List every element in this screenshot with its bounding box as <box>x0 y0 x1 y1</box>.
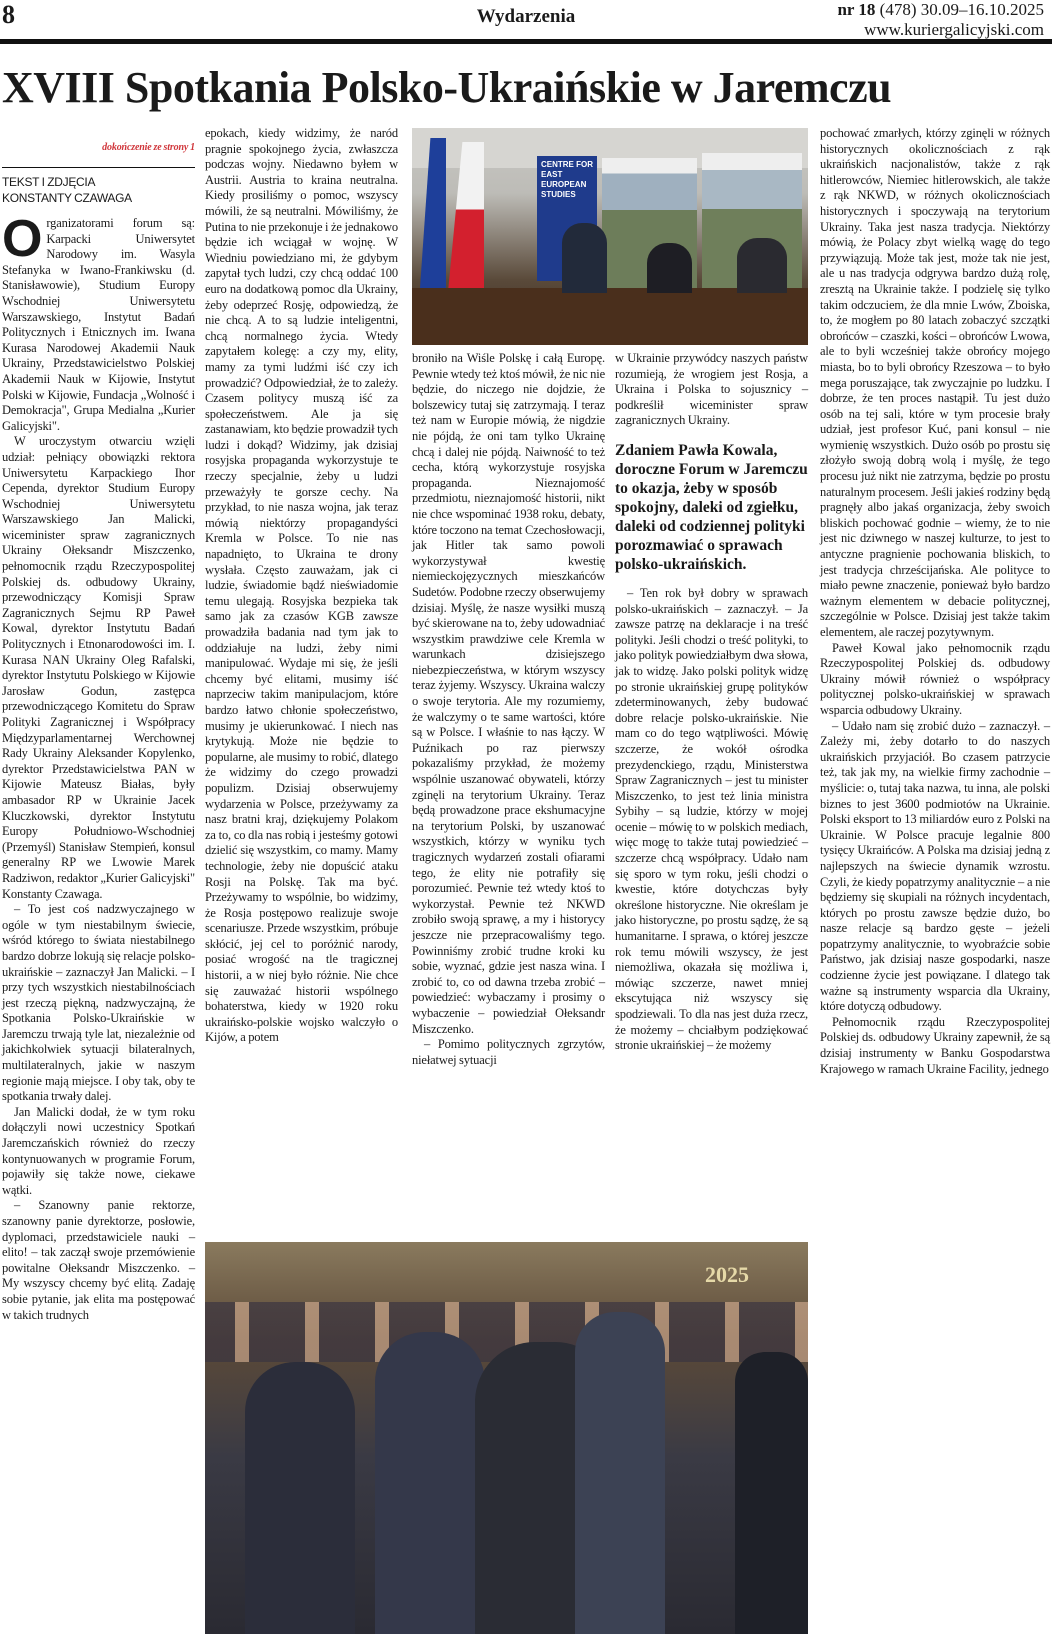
byline <box>2 174 195 206</box>
issue-info <box>837 0 1044 40</box>
attendee <box>575 1312 665 1634</box>
speaker <box>647 243 692 293</box>
issue-number: nr 18 <box>837 0 876 19</box>
byline-rule <box>2 167 195 168</box>
paragraph: – Szanowny panie rektorze, szanowny panie dyrektorze, posłowie, dyplomaci, przedstawiciele nauki – elito! – tak zaczął swoje przemówienie powitalne Ołeksandr Miszczenko. – My wszyscy chcemy być elitą. Zadaję sobie pytanie, jak elita ma postępować w takich trudnych <box>2 1198 195 1322</box>
issue-dates: (478) 30.09–16.10.2025 <box>879 0 1044 19</box>
speaker <box>562 223 607 293</box>
section-name: Wydarzenia <box>476 6 576 27</box>
paragraph: Paweł Kowal jako pełnomocnik rządu Rzeczypospolitej Polskiej ds. odbudowy Ukrainy mówił również o współpracy politycznej polsko-ukraińskiej w sprawach wsparcia odbudowy Ukrainy. <box>820 640 1050 717</box>
paragraph: Jan Malicki dodał, że w tym roku dołączyli nowi uczestnicy Spotkań Jaremczańskich również do rzeczy kontynuowanych w programie Forum, pojawiły się także nowe, ciekawe wątki. <box>2 1104 195 1197</box>
column-2 <box>205 126 398 1046</box>
speaker <box>737 238 787 293</box>
attendee <box>245 1362 355 1634</box>
attendee <box>735 1352 808 1634</box>
header-rule <box>0 39 1052 44</box>
column-1 <box>2 130 195 1323</box>
continued-note: dokończenie ze strony 1 <box>102 142 195 153</box>
byline-credit: TEKST I ZDJĘCIA <box>2 175 96 189</box>
column-3 <box>412 351 605 1068</box>
panel-table <box>412 288 808 345</box>
paragraph: w Ukrainie przywódcy naszych państw rozumieją, że wrogiem jest Rosja, a Ukraina i Polska to sojusznicy – podkreślił wiceminister spraw zagranicznych Ukrainy. <box>615 351 808 428</box>
website-link[interactable]: www.kuriergalicyjski.com <box>864 20 1044 39</box>
paragraph-text: rganizatorami forum są: Karpacki Uniwersytet Narodowy im. Wasyla Stefanyka w Iwano-Frankiwsku (d. Stanisławowie), Studium Europy Wschodniej Uniwersytetu Warszawskiego, Instytut Badań Politycznych i Etnicznych im. Iwana Kurasa Narodowej Akademii Nauk Ukrainy, Przedstawicielstwo Polskiej Akademii Nauk w Kijowie, Instytut Polski w Kijowie, Fundacja „Wolność i Demokracja", Grupa Medialna „Kurier Galicyjski". <box>2 216 195 433</box>
byline-author: KONSTANTY CZAWAGA <box>2 191 132 205</box>
wall-sign: 2025 <box>705 1262 749 1287</box>
column-4 <box>615 351 808 1054</box>
paragraph: Pełnomocnik rządu Rzeczypospolitej Polskiej ds. odbudowy Ukrainy zapewnił, że są dzisiaj instrumenty w Banku Gospodarstwa Krajowego w ramach Ukraine Facility, jednego <box>820 1014 1050 1076</box>
photo-audience <box>205 1242 808 1634</box>
pull-quote: Zdaniem Pawła Kowala, doroczne Forum w Jaremczu to okazja, żeby w sposób spokojny, daleki od zgiełku, daleki od codziennej polityki porozmawiać o sprawach polsko-ukraińskich. <box>615 441 808 573</box>
attendee <box>375 1332 485 1634</box>
paragraph: W uroczystym otwarciu wzięli udział: pełniący obowiązki rektora Uniwersytetu Karpackiego Ihor Cependa, dyrektor Studium Europy Wschodniej Uniwersytetu Warszawskiego Jan Malicki, wiceminister spraw zagranicznych Ukrainy Ołeksandr Miszczenko, pełnomocnik rządu Rzeczypospolitej Polskiej ds. odbudowy Ukrainy, przewodniczący Komisji Spraw Zagranicznych Sejmu RP Paweł Kowal, dyrektor Instytutu Badań Politycznych i Etnonarodowości im. I. Kurasa NAN Ukrainy Oleg Rafalski, dyrektor Instytutu Polskiego w Kijowie Jarosław Godun, zastępca przewodniczącego Komitetu do Spraw Polityki Zagranicznej i Współpracy Międzyparlamentarnej Werchownej Rady Ukrainy Aleksander Kopylenko, dyrektor Przedstawicielstwa PAN w Kijowie Mateusz Białas, były ambasador RP w Ukrainie Jacek Kluczkowski, dyrektor Instytutu Europy Południowo-Wschodniej (Przemyśl) Stanisław Stempień, konsul generalny RP we Lwowie Marek Radziwon, redaktor „Kurier Galicyjski" Konstanty Czawaga. <box>2 434 195 901</box>
paragraph: – Ten rok był dobry w sprawach polsko-ukraińskich – zaznaczył. – Ja zawsze patrzę na deklaracje i na treść polityki. Jeśli chodzi o treść polityki, to jako polityk powiedziałbym dwa słowa, jak to widzę. Jako polski polityk widzę po stronie ukraińskiej grupę polityków zdeterminowanych, żeby budować dobre relacje polsko-ukraińskie. Nie mam co do tego wątpliwości. Mówię szczerze, że wokół ośrodka prezydenckiego, rządu, Ministerstwa Spraw Zagranicznych – jest tu minister Miszczenko, to jest też linia ministra Sybihy – są ludzie, którzy w mojej ocenie – mówię to w polskich mediach, więc mogę to także tutaj powiedzieć – szczerze chcą współpracy. Udało nam się sporo w tym roku, jeśli chodzi o kwestie, które dotychczas były określone historyczne. Nie określam je jako historyczne, po prostu sądzę, że są humanitarne. I sprawa, o której jeszcze rok temu mówili wszyscy, że jest niemożliwa, okazała się możliwa i, mówiąc szczerze, nawet mniej ekscytująca niż wszyscy się spodziewali. To dla nas jest duża rzecz, że możemy – chciałbym podziękować stronie ukraińskiej – że możemy <box>615 585 808 1053</box>
column-5 <box>820 126 1050 1077</box>
photo-panel-discussion <box>412 128 808 345</box>
page-number: 8 <box>2 0 15 29</box>
paragraph: – Pomimo politycznych zgrzytów, niełatwej sytuacji <box>412 1037 605 1067</box>
paragraph: – Udało nam się zrobić dużo – zaznaczył. – Zależy mi, żeby dotarło to do naszych ukraińskich przyjaciół. Bo czasem patrzycie też, tak jak my, na wielkie firmy zachodnie – myślicie: o, tutaj taka nazwa, tu inna, ale polski biznes to jest 3600 podmiotów na Ukrainie. Polski eksport to 13 miliardów euro z Polski na Ukrainie. W Polsce pracuje legalnie 800 tysięcy Ukraińców. A Polska ma dzisiaj jedną z najlepszych na świecie dynamik wzrostu. Czyli, że kiedy popatrzymy analitycznie – a nie będziemy się skupiali na różnych incydentach, których po prostu zawsze będzie dużo, bo nasze relacje są bardzo gęste – jeżeli popatrzymy analitycznie, to wyobraźcie sobie Państwo, jak dzisiaj nasze gospodarki, nasze codzienne życie jest powiązane. I dlatego tak ważne są instrumenty wsparcia dla Ukrainy, które dotyczą odbudowy. <box>820 718 1050 1014</box>
paragraph <box>2 210 195 434</box>
drop-cap: O <box>2 210 43 268</box>
banner-blue: CENTRE FOR EAST EUROPEAN STUDIES <box>537 156 597 281</box>
paragraph: broniło na Wiśle Polskę i całą Europę. Pewnie wtedy też ktoś mówił, że nic nie będzie, do niczego nie dojdzie, że bolszewicy tutaj się zatrzymają. I teraz też nam w Europie mówią, że nigdzie nie pójdą, że oni tam tylko Ukrainę chcą i dalej nie pójdą. Naiwność to też cecha, którą wykorzystuje rosyjska propaganda. Nieznajomość przedmiotu, nieznajomość historii, nikt nie chce wspominać 1938 roku, debaty, które toczono na temat Czechosłowacji, jak Hitler tak samo powoli wykorzystywał kwestię niemieckojęzycznych mieszkańców Sudetów. Podobne rzeczy obserwujemy dzisiaj. Myślę, że nasze wysiłki muszą być skierowane na to, żeby udowadniać wszystkim prawdziwe cele Kremla w warunkach dzisiejszego niebezpieczeństwa, w którym wszyscy teraz żyjemy. Wszyscy. Ukraina walczy o swoje terytoria. Ale my rozumiemy, że walczymy o te same wartości, które są w Polsce. I właśnie to nas łączy. W Puźnikach po raz pierwszy pokazaliśmy przykład, że możemy wspólnie uszanować obywateli, którzy zginęli na terytorium Ukrainy. Teraz będą prowadzone prace ekshumacyjne na terytorium Polski, by uszanować wszystkich, którzy w wyniku tych tragicznych wydarzeń zostali ofiarami tego, że elity nie potrafiły się porozumieć. Pewnie też wtedy ktoś to wykorzystał. Pewnie też NKWD zrobiło swoją sprawę, a my i historycy jeszcze nie przepracowaliśmy tego. Powinniśmy zrobić trudne kroki ku sobie, wyznać, gdzie jest nasza wina. I zrobić to, co od dawna trzeba zrobić – powiedzieć: wybaczamy i prosimy o wybaczenie – powiedział Ołeksandr Miszczenko. <box>412 351 605 1036</box>
article-title: XVIII Spotkania Polsko-Ukraińskie w Jaremczu <box>2 63 892 112</box>
paragraph: pochować zmarłych, którzy zginęli w różnych historycznych okolicznościach z rąk ukraińskich nacjonalistów, także z rąk hitlerowców, Niemiec hitlerowskich, ale także z rąk NKWD, w różnych okolicznościach historycznych i spoczywają na terytorium Ukrainy. Taka jest nasza tradycja. Niektórzy mówią, że Polacy zbyt wielką wagę do tego przywiązują. Może tak jest, może tak nie jest, ale u nas tradycja odgrywa bardzo dużą rolę, zresztą na Ukrainie także. I podzielę się tylko takim odczuciem, że dla mnie Lwów, Zboiska, to, że mogłem po 80 latach zobaczyć szczątki obrońców – czaszki, kości – obrońców Lwowa, ale to byli wcześniej także obrońcy mojego miasta, bo to byli obrońcy Rzeszowa – to było mega poruszające, tak zwyczajnie po ludzku. I dobrze, że ten proces nastąpił. Tu jest dużo osób na tej sali, które w tym procesie brały udział, jest profesor Kuć, pani konsul – nie wymienię wszystkich. Dużo osób po prostu się złożyło swoją dobrą wolą i myślę, że tego procesu już nikt nie zatrzyma, będzie po prostu naturalnym procesem. Jeśli jakieś rodziny będą pragnęły albo jakaś organizacja, żeby swoich bliskich pochować godnie – wiemy, że to nie jest nic dziwnego w naszej kulturze, to jest to antyczne pragnienie pochowania bliskich, to jest tradycja chrześcijańska. Ale polityce to miało pewne znaczenie, ponieważ było bardzo ważnym elementem w debacie politycznej, szczególnie w Polsce. Dzisiaj jest także takim elementem, ale raczej pozytywnym. <box>820 126 1050 639</box>
paragraph: epokach, kiedy widzimy, że naród pragnie spokojnego życia, zwłaszcza podczas wojny. Niedawno byłem w Austrii. Austria to kraina neutralna. Kiedy prosiliśmy o pomoc, wszyscy mówili, że są neutralni. Mówiliśmy, że Putina to nie przekonuje i że jednakowo będzie ich wciągał w wojnę. W Wiedniu powiedziano mi, że gdybym zapytał tych ludzi, czy chcą oddać 100 euro na dodatkową pomoc dla Ukrainy, żeby odeprzeć Rosję, odpowiedzą, że nie chcą. A to są ludzie inteligentni, chcą normalnego życia. Wtedy zapytałem kolegę: a czy my, elity, mamy za tymi ludźmi iść czy ich prowadzić? Odpowiedział, że to zależy. Czasem politycy muszą iść za społeczeństwem. Ale ja się zastanawiam, kto będzie prowadził tych ludzi i dokąd? Widzimy, jak dzisiaj rosyjska propaganda wykorzystuje te rzeczy specjalnie, żeby u ludzi przeważyły te gorsze cechy. Na przykład, to nie nasza wojna, jak teraz mówią niektórzy propagandyści Kremla w Polsce. To nie nas napadnięto, to Ukraina te drony wysłała. Często zauważam, jak ci ludzie, świadomie bądź nieświadomie temu ulegają. Rosyjska bezpieka tak samo jak za czasów KGB zawsze prowadziła badania nad tym jak to oddziałuje na ludzi, żeby nimi manipulować. Wydaje mi się, że jeśli chcemy być elitami, musimy iść naprzeciw takim manipulacjom, które bardzo łatwo chłonie społeczeństwo, musimy je ukierunkować. I niech nas krytykują. Może nie będzie to popularne, ale musimy to robić, dlatego że widzimy do czego prowadzi populizm. Dzisiaj obserwujemy wydarzenia w Polsce, przeżywamy za nasz bratni kraj, dziękujemy Polakom za to, co dla nas robią i jesteśmy gotowi dzielić się wszystkim, co mamy. Mamy technologie, żeby nie dopuścić ataku Rosji na Polskę. Tak ma być. Przeżywamy to wspólnie, bo widzimy, że Rosja postępowo realizuje swoje scenariusze. Przede wszystkim, próbuje skłócić, jej cel to poróżnić narody, posiać wrogość na tle tragicznej historii, a w niej było różnie. Nie chce się zauważać historii wspólnego bohaterstwa, kiedy w 1920 roku ukraińsko-polskie wojsko walczyło o Kijów, a potem <box>205 126 398 1045</box>
paragraph: – To jest coś nadzwyczajnego w ogóle w tym niestabilnym świecie, wśród którego to świata niestabilnego bardzo dobrze lokują się relacje polsko-ukraińskie – zaznaczył Jan Malicki. – I przy tych wszystkich niestabilnościach jest rzeczą piękną, nadzwyczajną, że Spotkania Polsko-Ukraińskie w Jaremczu trwają tyle lat, niezależnie od jakichkolwiek sytuacji bilateralnych, multilateralnych, jakie w naszym regionie mają miejsce. I oby tak, oby te spotkania trwały dalej. <box>2 902 195 1104</box>
